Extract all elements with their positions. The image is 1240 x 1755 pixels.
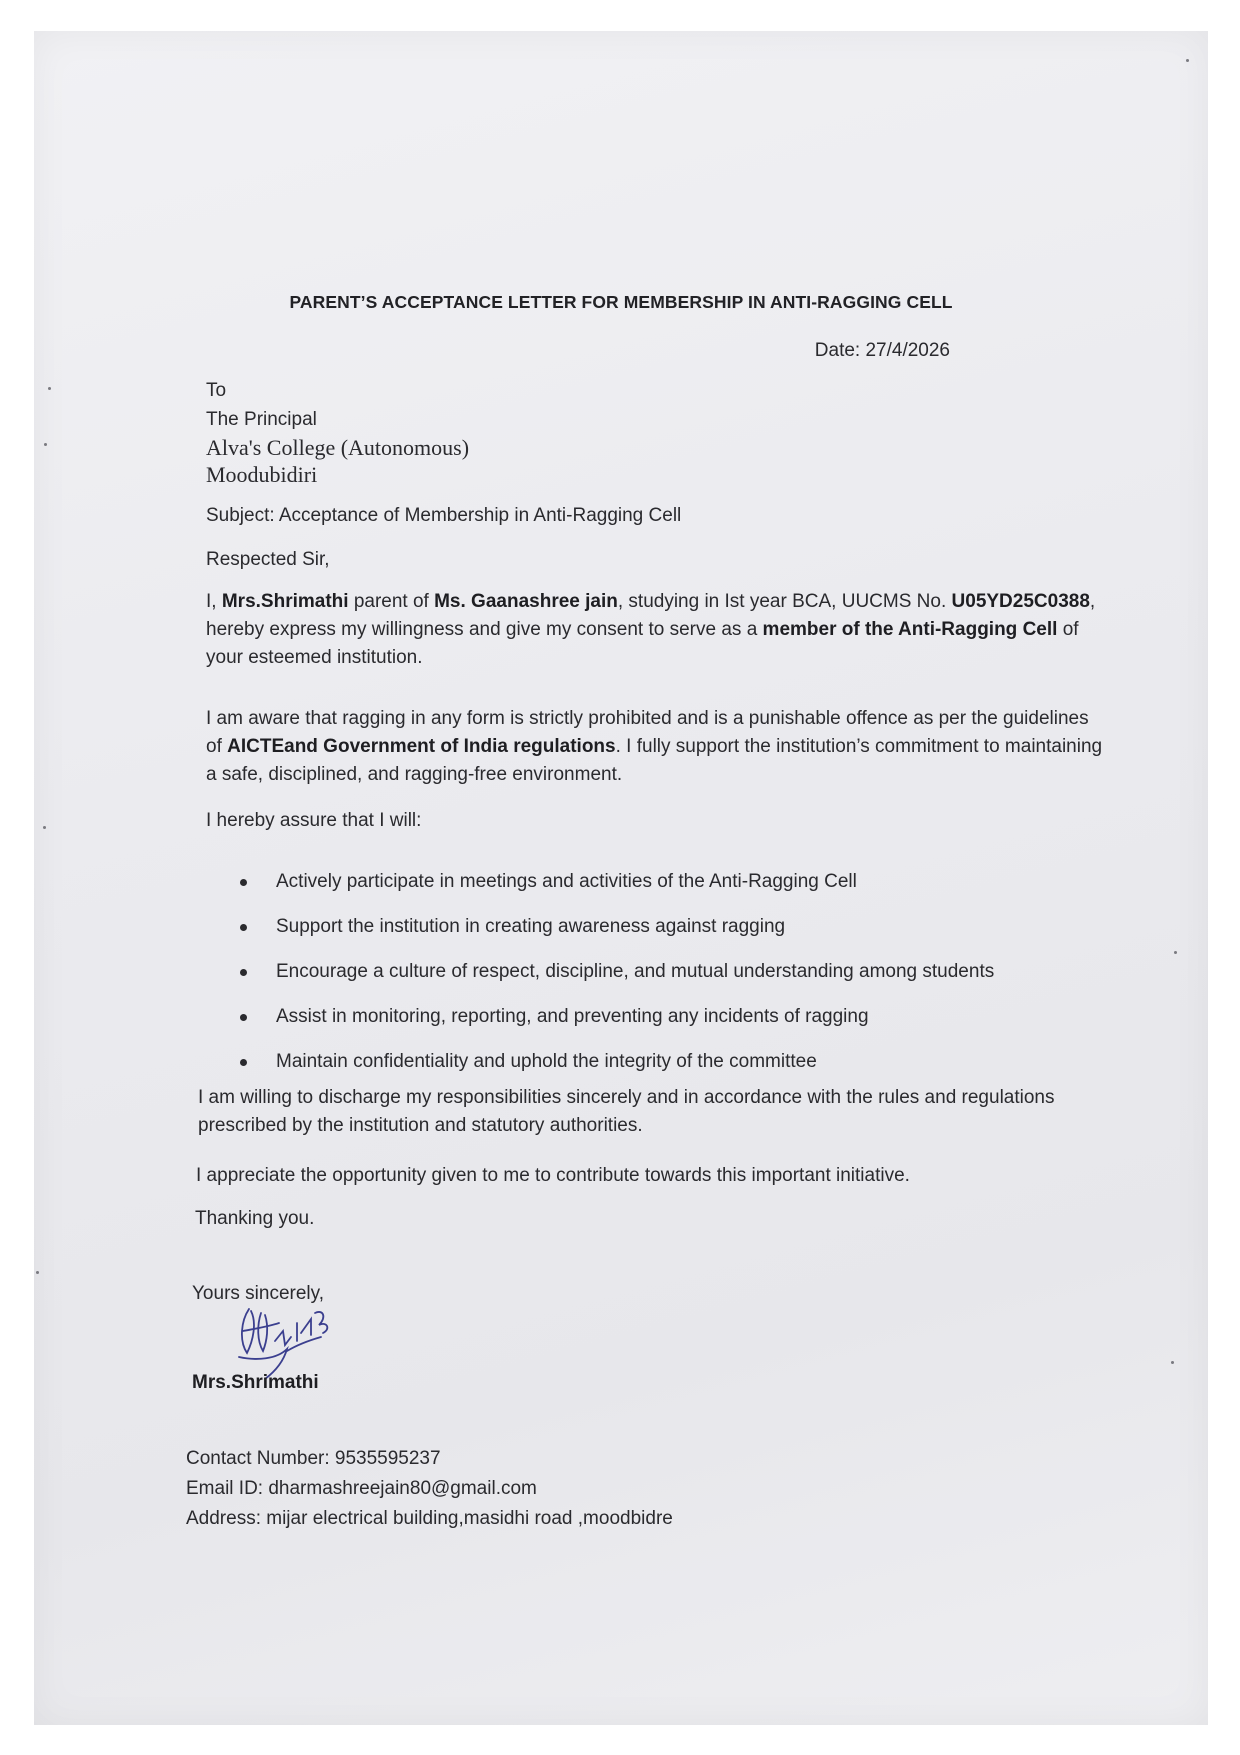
assurance-intro: I hereby assure that I will: (206, 810, 422, 831)
paragraph-appreciation: I appreciate the opportunity given to me to contribute towards this important initiative. (196, 1165, 910, 1186)
paper-speck (48, 387, 51, 390)
paper-speck (43, 826, 46, 829)
postal-address: Address: mijar electrical building,masidhi road ,moodbidre (186, 1508, 673, 1529)
recipient-address (206, 376, 469, 488)
email-id: Email ID: dharmashreejain80@gmail.com (186, 1478, 537, 1499)
parent-name: Mrs.Shrimathi (221, 591, 349, 612)
contact-number: Contact Number: 9535595237 (186, 1448, 441, 1469)
paragraph-consent (206, 588, 1106, 672)
duty-text: Maintain confidentiality and uphold the integrity of the committee (276, 1051, 817, 1072)
bullet-icon (240, 924, 247, 931)
text-span: , hereby express my willingness and give my consent to serve as a (206, 591, 1096, 640)
paper-speck (44, 443, 47, 446)
list-item (224, 913, 1104, 958)
college-place: Moodubidiri (206, 462, 318, 487)
membership-role: member of the Anti-Ragging Cell (762, 619, 1058, 640)
text-span: I, (206, 591, 222, 612)
duty-text: Support the institution in creating awareness against ragging (276, 916, 786, 937)
text-span: parent of (348, 591, 435, 612)
uucms-number: U05YD25C0388 (951, 591, 1090, 612)
duties-list (224, 868, 1104, 1093)
paragraph-responsibilities: I am willing to discharge my responsibilities sincerely and in accordance with the rules and regulations prescribed by the institution and statutory authorities. (198, 1087, 1055, 1136)
bullet-icon (240, 969, 247, 976)
college-name: Alva's College (Autonomous) (206, 435, 470, 460)
list-item (224, 1003, 1104, 1048)
bullet-icon (240, 1059, 247, 1066)
to-line: To (206, 380, 227, 401)
paragraph-awareness (206, 705, 1106, 789)
text-span: I am aware that ragging in any form is strictly prohibited and is a punishable offence as per the guidelines of (206, 708, 1089, 757)
list-item (224, 868, 1104, 913)
subject-line: Subject: Acceptance of Membership in Anti-Ragging Cell (206, 505, 682, 526)
text-span: , studying in Ist year BCA, UUCMS No. (617, 591, 952, 612)
contact-details (186, 1444, 673, 1534)
paper-speck (36, 1271, 39, 1274)
thanks-line: Thanking you. (195, 1208, 315, 1229)
list-item (224, 958, 1104, 1003)
closing-line: Yours sincerely, (192, 1283, 325, 1304)
letter-sheet (34, 31, 1208, 1725)
letter-title: PARENT’S ACCEPTANCE LETTER FOR MEMBERSHIP IN ANTI-RAGGING CELL (289, 292, 953, 312)
paper-speck (1174, 951, 1177, 954)
text-span: of your esteemed institution. (206, 619, 1079, 668)
text-span: . I fully support the institution’s commitment to maintaining a safe, disciplined, and ragging-free environment. (206, 736, 1103, 785)
duty-text: Assist in monitoring, reporting, and preventing any incidents of ragging (276, 1006, 869, 1027)
recipient-title: The Principal (206, 409, 317, 430)
duty-text: Encourage a culture of respect, discipline, and mutual understanding among students (276, 961, 995, 982)
student-name: Ms. Gaanashree jain (434, 591, 618, 612)
bullet-icon (240, 879, 247, 886)
paper-speck (1186, 59, 1189, 62)
letter-date: Date: 27/4/2026 (814, 340, 950, 361)
regulations-text: AICTEand Government of India regulations (227, 736, 616, 757)
duty-text: Actively participate in meetings and activities of the Anti-Ragging Cell (276, 871, 857, 892)
signer-name: Mrs.Shrimathi (192, 1372, 319, 1393)
paper-speck (1171, 1361, 1174, 1364)
bullet-icon (240, 1014, 247, 1021)
salutation: Respected Sir, (206, 549, 330, 570)
